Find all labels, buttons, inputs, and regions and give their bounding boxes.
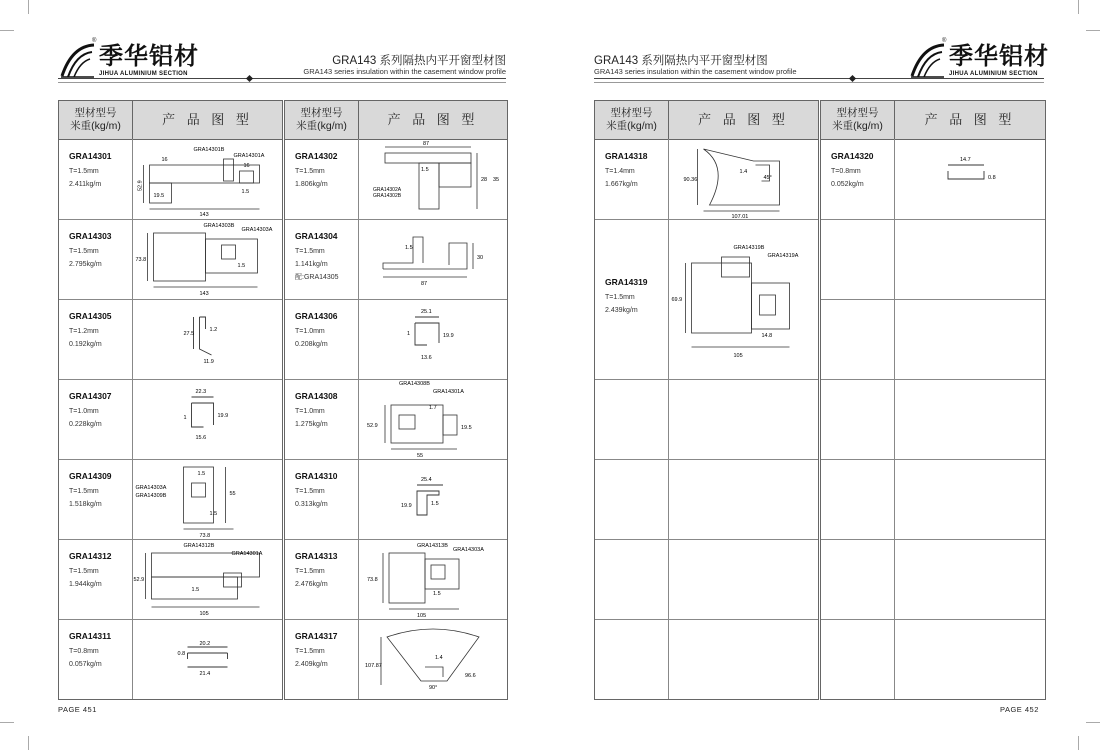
profile-thickness: T=1.5mm bbox=[295, 488, 325, 495]
dim-label: 22.3 bbox=[195, 389, 207, 395]
dim-label: 25.1 bbox=[421, 309, 432, 315]
dim-label: GRA14308B bbox=[399, 381, 430, 387]
profile-drawing bbox=[359, 379, 507, 459]
profile-section-drawing bbox=[895, 139, 1045, 219]
profile-thickness: T=1.4mm bbox=[605, 168, 635, 175]
table-row bbox=[821, 219, 1045, 300]
dim-label: 105 bbox=[733, 353, 743, 359]
profile-thickness: T=1.0mm bbox=[295, 408, 325, 415]
table-row bbox=[595, 459, 818, 540]
header-weight: 米重(kg/m) bbox=[606, 120, 657, 132]
header-rule bbox=[594, 78, 1044, 79]
table-row bbox=[285, 459, 507, 540]
table-row bbox=[595, 219, 818, 380]
profile-code: GRA14313 bbox=[295, 551, 338, 561]
profile-section-drawing bbox=[359, 459, 507, 539]
profile-drawing bbox=[133, 379, 282, 459]
table-row bbox=[595, 139, 818, 220]
right-page bbox=[550, 0, 1100, 750]
dim-label: 1.4 bbox=[435, 655, 443, 661]
table-row bbox=[595, 539, 818, 620]
profile-section-drawing bbox=[133, 539, 282, 619]
profile-weight: 1.667kg/m bbox=[605, 181, 638, 188]
dim-label: GRA14301A bbox=[433, 389, 464, 395]
profile-drawing bbox=[359, 139, 507, 219]
profile-pairing: 配:GRA14305 bbox=[295, 274, 339, 281]
profile-thickness: T=0.8mm bbox=[69, 648, 99, 655]
header-model: 型材型号 bbox=[74, 107, 117, 119]
header-model-weight bbox=[285, 101, 359, 139]
dim-label: 52.9 bbox=[137, 180, 144, 191]
dim-label: GRA14302A bbox=[373, 187, 402, 193]
profile-drawing bbox=[133, 619, 282, 699]
dim-label: 21.4 bbox=[199, 671, 211, 677]
dim-label: 19.5 bbox=[153, 193, 165, 199]
rule-diamond-icon bbox=[246, 75, 253, 82]
brand-name-cn: 季华铝材 bbox=[99, 41, 199, 70]
dim-label: 87 bbox=[423, 141, 430, 147]
dim-label: 1 bbox=[407, 331, 411, 337]
dim-label: 13.6 bbox=[421, 355, 432, 361]
dim-label: GRA14301B bbox=[193, 147, 225, 153]
dim-label: 1.5 bbox=[237, 263, 246, 269]
profile-table-left-a bbox=[58, 100, 283, 700]
rule-diamond-icon bbox=[849, 75, 856, 82]
profile-section-drawing bbox=[133, 139, 282, 219]
dim-label: 87 bbox=[421, 281, 428, 287]
dim-label: GRA14303A bbox=[241, 227, 273, 233]
dim-label: 35 bbox=[493, 177, 500, 183]
dim-label: 16 bbox=[161, 157, 168, 163]
dim-label: GRA14303B bbox=[203, 223, 235, 229]
profile-code: GRA14312 bbox=[69, 551, 112, 561]
profile-code: GRA14319 bbox=[605, 277, 648, 287]
dim-label: 55 bbox=[229, 491, 236, 497]
header-weight: 米重(kg/m) bbox=[296, 120, 347, 132]
dim-label: 15.6 bbox=[195, 435, 207, 441]
dim-label: 52.9 bbox=[133, 577, 145, 583]
profile-thickness: T=1.5mm bbox=[69, 568, 99, 575]
profile-code: GRA14310 bbox=[295, 471, 338, 481]
table-row bbox=[285, 139, 507, 220]
header-model-weight bbox=[821, 101, 895, 139]
profile-weight: 0.313kg/m bbox=[295, 501, 328, 508]
header-model: 型材型号 bbox=[610, 107, 653, 119]
profile-section-drawing bbox=[359, 219, 507, 299]
table-row bbox=[59, 539, 282, 620]
table-row bbox=[59, 459, 282, 540]
dim-label: 1.5 bbox=[431, 501, 439, 507]
profile-code: GRA14320 bbox=[831, 151, 874, 161]
page-title-en: GRA143 series insulation within the casement window profile bbox=[594, 67, 797, 76]
header-rule bbox=[58, 78, 506, 79]
profile-thickness: T=1.5mm bbox=[69, 248, 99, 255]
profile-thickness: T=1.5mm bbox=[295, 648, 325, 655]
brand-name-en: JIHUA ALUMINIUM SECTION bbox=[99, 71, 188, 77]
dim-label: 52.9 bbox=[367, 423, 378, 429]
profile-section-drawing bbox=[359, 539, 507, 619]
table-row bbox=[821, 619, 1045, 699]
profile-section-drawing bbox=[133, 459, 282, 539]
profile-section-drawing bbox=[669, 139, 818, 219]
dim-label: 19.5 bbox=[461, 425, 472, 431]
dim-label: 1.5 bbox=[197, 471, 206, 477]
profile-weight: 0.208kg/m bbox=[295, 341, 328, 348]
table-row bbox=[595, 379, 818, 460]
profile-weight: 1.518kg/m bbox=[69, 501, 102, 508]
profile-thickness: T=0.8mm bbox=[831, 168, 861, 175]
dim-label: 1.2 bbox=[209, 327, 218, 333]
dim-label: GRA14303A bbox=[135, 485, 167, 491]
dim-label: GRA14312B bbox=[183, 543, 215, 549]
profile-drawing bbox=[895, 139, 1045, 219]
dim-label: 1.5 bbox=[241, 189, 250, 195]
profile-drawing bbox=[359, 539, 507, 619]
profile-thickness: T=1.5mm bbox=[295, 568, 325, 575]
jihua-logo-icon bbox=[908, 42, 946, 80]
profile-drawing bbox=[669, 219, 818, 379]
dim-label: 107.87 bbox=[365, 663, 382, 669]
dim-label: 30 bbox=[477, 255, 484, 261]
profile-code: GRA14318 bbox=[605, 151, 648, 161]
dim-label: 1.5 bbox=[421, 167, 429, 173]
profile-drawing bbox=[133, 219, 282, 299]
dim-label: 73.8 bbox=[367, 577, 378, 583]
dim-label: 55 bbox=[417, 453, 424, 459]
dim-label: 0.8 bbox=[177, 651, 186, 657]
table-row bbox=[59, 219, 282, 300]
table-row bbox=[285, 219, 507, 300]
profile-drawing bbox=[669, 139, 818, 219]
dim-label: 69.9 bbox=[671, 297, 683, 303]
profile-table-right-b bbox=[820, 100, 1046, 700]
dim-label: 1.5 bbox=[405, 245, 413, 251]
profile-weight: 2.476kg/m bbox=[295, 581, 328, 588]
profile-drawing bbox=[359, 459, 507, 539]
dim-label: 143 bbox=[199, 291, 209, 297]
dim-label: GRA14301A bbox=[231, 551, 263, 557]
profile-weight: 2.795kg/m bbox=[69, 261, 102, 268]
profile-table-right-a bbox=[594, 100, 819, 700]
table-row bbox=[595, 619, 818, 699]
profile-weight: 2.411kg/m bbox=[69, 181, 102, 188]
profile-code: GRA14309 bbox=[69, 471, 112, 481]
dim-label: 96.6 bbox=[465, 673, 476, 679]
profile-weight: 0.192kg/m bbox=[69, 341, 102, 348]
dim-label: 1.7 bbox=[429, 405, 437, 411]
dim-label: 16 bbox=[243, 163, 250, 169]
profile-section-drawing bbox=[359, 379, 507, 459]
profile-weight: 0.228kg/m bbox=[69, 421, 102, 428]
profile-weight: 1.944kg/m bbox=[69, 581, 102, 588]
registered-mark: ® bbox=[942, 38, 947, 44]
profile-weight: 1.806kg/m bbox=[295, 181, 328, 188]
profile-code: GRA14306 bbox=[295, 311, 338, 321]
profile-section-drawing bbox=[359, 299, 507, 379]
header-weight: 米重(kg/m) bbox=[832, 120, 883, 132]
page-title-cn: GRA143 系列隔热内平开窗型材图 bbox=[594, 55, 768, 67]
header-weight: 米重(kg/m) bbox=[70, 120, 121, 132]
profile-thickness: T=1.0mm bbox=[69, 408, 99, 415]
header-model-weight bbox=[595, 101, 669, 139]
profile-table-left-b bbox=[284, 100, 508, 700]
dim-label: 73.8 bbox=[199, 533, 211, 539]
profile-drawing bbox=[359, 299, 507, 379]
dim-label: 143 bbox=[199, 212, 209, 218]
profile-drawing bbox=[133, 139, 282, 219]
profile-section-drawing bbox=[133, 219, 282, 299]
profile-weight: 0.057kg/m bbox=[69, 661, 102, 668]
profile-code: GRA14317 bbox=[295, 631, 338, 641]
profile-code: GRA14311 bbox=[69, 631, 112, 641]
table-row bbox=[821, 539, 1045, 620]
brand-name-cn: 季华铝材 bbox=[949, 41, 1049, 70]
dim-label: 45° bbox=[763, 175, 772, 181]
dim-label: 107.01 bbox=[731, 214, 749, 219]
profile-section-drawing bbox=[133, 379, 282, 459]
profile-thickness: T=1.5mm bbox=[69, 488, 99, 495]
table-row bbox=[59, 299, 282, 380]
dim-label: 20.2 bbox=[199, 641, 211, 647]
page-number: PAGE 452 bbox=[1000, 705, 1039, 714]
profile-code: GRA14307 bbox=[69, 391, 112, 401]
dim-label: 105 bbox=[199, 611, 209, 617]
dim-label: 19.9 bbox=[401, 503, 412, 509]
dim-label: GRA14309B bbox=[135, 493, 167, 499]
page-title-cn: GRA143 系列隔热内平开窗型材图 bbox=[332, 55, 506, 67]
profile-thickness: T=1.5mm bbox=[605, 294, 635, 301]
profile-weight: 0.052kg/m bbox=[831, 181, 864, 188]
dim-label: GRA14301A bbox=[233, 153, 265, 159]
brand-logo bbox=[58, 38, 199, 80]
profile-code: GRA14308 bbox=[295, 391, 338, 401]
dim-label: 90° bbox=[429, 685, 438, 691]
profile-weight: 1.141kg/m bbox=[295, 261, 328, 268]
table-header bbox=[821, 101, 1045, 140]
profile-thickness: T=1.5mm bbox=[295, 168, 325, 175]
profile-drawing bbox=[133, 539, 282, 619]
dim-label: GRA14302B bbox=[373, 193, 402, 199]
dim-label: 1.5 bbox=[433, 591, 441, 597]
profile-drawing bbox=[359, 619, 507, 699]
dim-label: GRA14319B bbox=[733, 245, 765, 251]
profile-code: GRA14302 bbox=[295, 151, 338, 161]
profile-drawing bbox=[359, 219, 507, 299]
header-model: 型材型号 bbox=[836, 107, 879, 119]
profile-code: GRA14303 bbox=[69, 231, 112, 241]
profile-code: GRA14305 bbox=[69, 311, 112, 321]
table-header bbox=[285, 101, 507, 140]
dim-label: GRA14319A bbox=[767, 253, 799, 259]
dim-label: 14.8 bbox=[761, 333, 773, 339]
dim-label: 73.8 bbox=[135, 257, 147, 263]
dim-label: GRA14313B bbox=[417, 543, 448, 549]
dim-label: 1 bbox=[183, 415, 187, 421]
dim-label: 11.9 bbox=[203, 359, 214, 365]
profile-section-drawing bbox=[133, 619, 282, 699]
profile-code: GRA14301 bbox=[69, 151, 112, 161]
profile-section-drawing bbox=[359, 139, 507, 219]
profile-drawing bbox=[133, 299, 282, 379]
table-header bbox=[59, 101, 282, 140]
table-row bbox=[285, 299, 507, 380]
header-drawing: 产 品 图 型 bbox=[924, 112, 1016, 127]
header-rule-thin bbox=[594, 82, 1044, 83]
dim-label: 1.5 bbox=[209, 511, 218, 517]
dim-label: 90.36 bbox=[683, 177, 698, 183]
dim-label: 1.5 bbox=[191, 587, 200, 593]
profile-thickness: T=1.0mm bbox=[295, 328, 325, 335]
table-row bbox=[821, 139, 1045, 220]
table-row bbox=[59, 379, 282, 460]
registered-mark: ® bbox=[92, 38, 97, 44]
header-drawing: 产 品 图 型 bbox=[698, 112, 789, 127]
table-row bbox=[821, 379, 1045, 460]
dim-label: 28 bbox=[481, 177, 488, 183]
profile-thickness: T=1.5mm bbox=[295, 248, 325, 255]
header-rule-thin bbox=[58, 82, 506, 83]
dim-label: 19.9 bbox=[443, 333, 454, 339]
profile-thickness: T=1.2mm bbox=[69, 328, 99, 335]
profile-weight: 1.275kg/m bbox=[295, 421, 328, 428]
table-row bbox=[821, 299, 1045, 380]
brand-logo bbox=[908, 38, 1049, 80]
profile-section-drawing bbox=[359, 619, 507, 699]
table-row bbox=[285, 539, 507, 620]
profile-thickness: T=1.5mm bbox=[69, 168, 99, 175]
dim-label: GRA14303A bbox=[453, 547, 484, 553]
brand-name-en: JIHUA ALUMINIUM SECTION bbox=[949, 71, 1038, 77]
page-number: PAGE 451 bbox=[58, 705, 97, 714]
jihua-logo-icon bbox=[58, 42, 96, 80]
page-title-en: GRA143 series insulation within the casement window profile bbox=[303, 67, 506, 76]
dim-label: 19.9 bbox=[217, 413, 229, 419]
dim-label: 25.4 bbox=[421, 477, 432, 483]
dim-label: 14.7 bbox=[960, 157, 971, 163]
table-row bbox=[285, 379, 507, 460]
dim-label: 1.4 bbox=[739, 169, 748, 175]
dim-label: 27.5 bbox=[183, 331, 195, 337]
header-model-weight bbox=[59, 101, 133, 139]
table-row bbox=[59, 619, 282, 699]
profile-section-drawing bbox=[133, 299, 282, 379]
table-row bbox=[821, 459, 1045, 540]
profile-drawing bbox=[133, 459, 282, 539]
header-drawing: 产 品 图 型 bbox=[387, 112, 479, 127]
dim-label: 105 bbox=[417, 613, 427, 619]
profile-weight: 2.439kg/m bbox=[605, 307, 638, 314]
dim-label: 0.8 bbox=[988, 175, 996, 181]
profile-section-drawing bbox=[669, 219, 818, 379]
profile-weight: 2.409kg/m bbox=[295, 661, 328, 668]
table-row bbox=[59, 139, 282, 220]
table-row bbox=[285, 619, 507, 699]
header-model: 型材型号 bbox=[300, 107, 343, 119]
table-header bbox=[595, 101, 818, 140]
header-drawing: 产 品 图 型 bbox=[162, 112, 253, 127]
profile-code: GRA14304 bbox=[295, 231, 338, 241]
